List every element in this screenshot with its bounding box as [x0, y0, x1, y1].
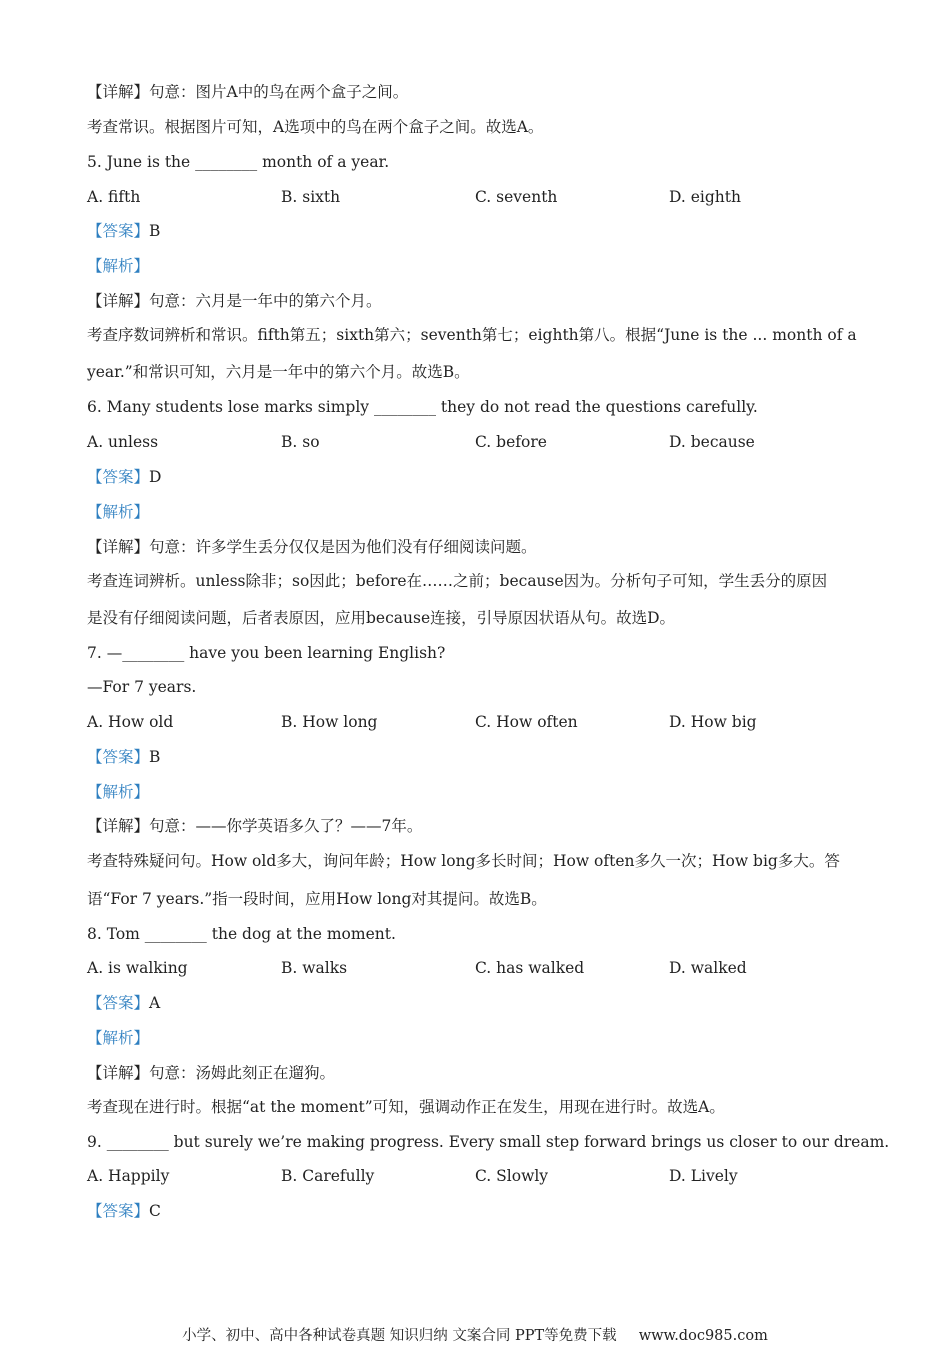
q7-option-a: A. How old	[87, 713, 174, 731]
q9-stem: 9. ________ but surely we’re making progress. Every small step forward brings us closer to our dream.	[87, 1133, 890, 1151]
q6-explanation-2: 是没有仔细阅读问题，后者表原因，应用because连接，引导原因状语从句。故选D。	[87, 609, 676, 627]
q5-option-d: D. eighth	[669, 188, 741, 206]
q9-option-b: B. Carefully	[281, 1167, 375, 1185]
q7-explanation-2: 语“For 7 years.”指一段时间，应用How long对其提问。故选B。	[87, 890, 547, 908]
q5-detail: 【详解】句意：六月是一年中的第六个月。	[87, 292, 382, 310]
q7-option-c: C. How often	[475, 713, 578, 731]
q8-option-a: A. is walking	[87, 959, 188, 977]
q8-stem: 8. Tom ________ the dog at the moment.	[87, 925, 396, 943]
q5-option-c: C. seventh	[475, 188, 558, 206]
q6-analysis-tag: 【解析】	[87, 503, 150, 521]
q5-option-a: A. fifth	[87, 188, 141, 206]
footer-url[interactable]: www.doc985.com	[638, 1328, 768, 1344]
q6-detail: 【详解】句意：许多学生丢分仅仅是因为他们没有仔细阅读问题。	[87, 538, 537, 556]
q5-answer-value: B	[149, 222, 161, 240]
q6-answer-value: D	[149, 468, 162, 486]
q5-answer	[87, 221, 160, 241]
q4-detail: 【详解】句意：图片A中的鸟在两个盒子之间。	[87, 83, 409, 101]
q7-option-d: D. How big	[669, 713, 757, 731]
q7-option-b: B. How long	[281, 713, 378, 731]
q7-detail: 【详解】句意：——你学英语多久了？——7年。	[87, 817, 423, 835]
q7-stem-reply: —For 7 years.	[87, 678, 197, 696]
q8-answer-value: A	[149, 994, 161, 1012]
page-footer	[0, 1324, 950, 1345]
answer-tag: 【答案】	[87, 222, 150, 240]
q7-answer-value: B	[149, 748, 161, 766]
q8-analysis-tag: 【解析】	[87, 1029, 150, 1047]
q6-option-a: A. unless	[87, 433, 159, 451]
footer-text: 小学、初中、高中各种试卷真题 知识归纳 文案合同 PPT等免费下载	[182, 1328, 617, 1344]
q8-option-c: C. has walked	[475, 959, 585, 977]
q5-analysis-tag: 【解析】	[87, 257, 150, 275]
q7-stem: 7. —________ have you been learning English?	[87, 644, 446, 662]
q9-option-a: A. Happily	[87, 1167, 170, 1185]
q5-stem: 5. June is the ________ month of a year.	[87, 153, 390, 171]
q6-option-c: C. before	[475, 433, 547, 451]
q5-option-b: B. sixth	[281, 188, 341, 206]
q9-answer	[87, 1201, 161, 1221]
answer-tag: 【答案】	[87, 468, 150, 486]
q5-explanation-2: year.”和常识可知，六月是一年中的第六个月。故选B。	[87, 363, 470, 381]
q9-option-c: C. Slowly	[475, 1167, 549, 1185]
q8-explanation-1: 考查现在进行时。根据“at the moment”可知，强调动作正在发生，用现在进行时。故选A。	[87, 1098, 725, 1116]
q8-answer	[87, 993, 160, 1013]
q9-option-d: D. Lively	[669, 1167, 738, 1185]
q6-option-b: B. so	[281, 433, 320, 451]
answer-tag: 【答案】	[87, 1202, 150, 1220]
answer-tag: 【答案】	[87, 994, 150, 1012]
q4-explanation: 考查常识。根据图片可知，A选项中的鸟在两个盒子之间。故选A。	[87, 118, 544, 136]
q8-detail: 【详解】句意：汤姆此刻正在遛狗。	[87, 1064, 336, 1082]
q5-explanation-1: 考查序数词辨析和常识。fifth第五；sixth第六；seventh第七；eighth第八。根据“June is the ... month of a	[87, 326, 857, 344]
q7-analysis-tag: 【解析】	[87, 783, 150, 801]
q7-explanation-1: 考查特殊疑问句。How old多大，询问年龄；How long多长时间；How often多久一次；How big多大。答	[87, 852, 840, 870]
q6-stem: 6. Many students lose marks simply ________ they do not read the questions carefully.	[87, 398, 758, 416]
q7-answer	[87, 747, 160, 767]
q6-answer	[87, 467, 161, 487]
q9-answer-value: C	[149, 1202, 161, 1220]
answer-tag: 【答案】	[87, 748, 150, 766]
q6-option-d: D. because	[669, 433, 755, 451]
q8-option-d: D. walked	[669, 959, 747, 977]
q8-option-b: B. walks	[281, 959, 348, 977]
q6-explanation-1: 考查连词辨析。unless除非；so因此；before在……之前；because因为。分析句子可知，学生丢分的原因	[87, 572, 828, 590]
